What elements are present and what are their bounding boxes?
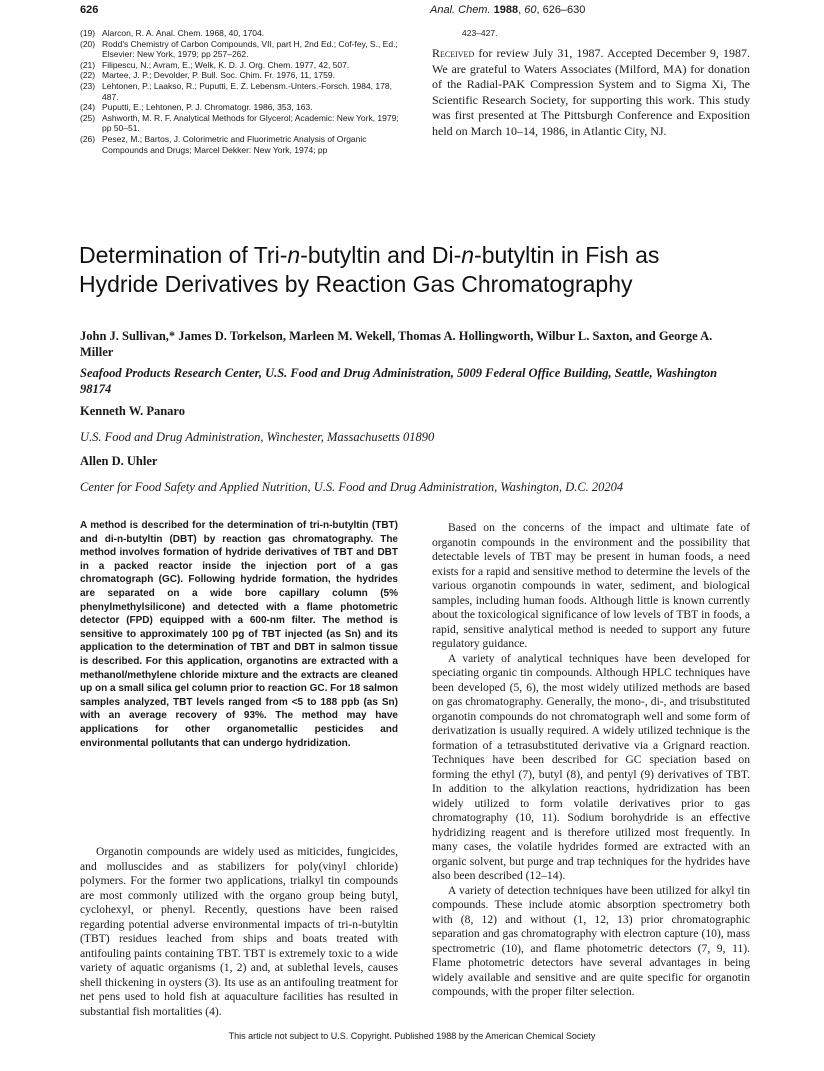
journal-name: Anal. Chem. bbox=[430, 4, 491, 16]
intro-left-column bbox=[80, 845, 398, 1019]
author-group-1 bbox=[80, 328, 740, 397]
title-line1-a: Determination of Tri- bbox=[79, 242, 288, 268]
journal-pages: 626–630 bbox=[542, 4, 586, 16]
title-line2: Hydride Derivatives by Reaction Gas Chromatography bbox=[79, 271, 633, 297]
affiliation-2: U.S. Food and Drug Administration, Winchester, Massachusetts 01890 bbox=[80, 430, 435, 444]
reference-number: (20) bbox=[80, 38, 96, 49]
reference-item bbox=[80, 102, 405, 113]
reference-number: (24) bbox=[80, 102, 96, 113]
reference-number: (25) bbox=[80, 112, 96, 123]
copyright-footer: This article not subject to U.S. Copyright. Published 1988 by the American Chemical Society bbox=[228, 1031, 596, 1041]
right-paragraph-3: A variety of detection techniques have been utilized for alkyl tin compounds. These include atomic absorption spectrometry both with (8, 12) and without (1, 12, 13) prior chromatographic separation and gas chromatography with electron capture (10), mass spectrometric (10), and flame photometric detectors (7, 9, 11). Flame photometric detectors have several advantages in being widely available and sensitive and are quite specific for organotin compounds, with the proper filter selection. bbox=[432, 883, 750, 998]
right-paragraph-2: A variety of analytical techniques have been developed for speciating organic tin compounds. Although HPLC techniques have been developed (5, 6), the most widely utilized methods are based on gas chromatography. Generally, the mono-, di-, and trisubstituted organotin compounds do not chromatograph well and some form of derivatization is usually required. A widely utilized technique is the formation of a tetrasubstituted derivative via a Grignard reaction. Techniques have been described for GC speciation based on forming the ethyl (7), butyl (8), and pentyl (9) derivatives of TBT. In addition to the alkylation reactions, hydridization has been widely utilized to form volatile derivatives prior to gas chromatography (10, 11). Sodium borohydride is an effective hydridizing reagent and is therefore utilized most frequently. In many cases, the volatile hydrides formed are extracted with an organic solvent, but purge and trap techniques for the hydrides have also been described (12–14). bbox=[432, 651, 750, 882]
reference-item bbox=[80, 134, 405, 155]
reference-item bbox=[80, 81, 405, 102]
reference-item bbox=[80, 70, 405, 81]
right-paragraph-1: Based on the concerns of the impact and ultimate fate of organotin compounds in the environment and the possibility that detectable levels of TBT may be present in human foods, a need exists for a rapid and sensitive method to determine the levels of the various organotin compounds in water, sediment, and biological samples, including human foods. Although little is known currently about the toxicological significance of low levels of TBT in foods, a rapid, sensitive analytical method is needed to support any future regulatory guidance. bbox=[432, 521, 750, 650]
journal-year: 1988 bbox=[493, 4, 519, 16]
reference-number: (26) bbox=[80, 133, 96, 144]
affiliation-1: Seafood Products Research Center, U.S. Food and Drug Administration, 5009 Federal Office Building, Seattle, Washington 98174 bbox=[80, 366, 718, 396]
title-italic-n2: n bbox=[461, 242, 475, 268]
abstract: A method is described for the determination of tri-n-butyltin (TBT) and di-n-butyltin (DBT) by reaction gas chromatography. The method involves formation of hydride derivatives of TBT and DBT in a packed reactor inside the injection port of a gas chromatograph (GC). Following hydride formation, the hydrides are separated on a wide bore capillary column (5% phenylmethylsilicone) and detected with a flame photometric detector (FPD) equipped with a 600-nm filter. The method is sensitive to approximately 100 pg of TBT injected (as Sn) and its application to the determination of TBT and DBT in salmon tissue is described. For this application, organotins are extracted with a methanol/methylene chloride mixture and the extracts are cleaned up on a small silica gel column prior to reaction GC. For 18 salmon samples analyzed, TBT levels ranged from <5 to 188 ppb (as Sn) with an average recovery of 93%. The method may have applications for other organometallic pesticides and environmental pollutants that can undergo hydridization. bbox=[80, 520, 398, 749]
reference-text: Puputti, E.; Lehtonen, P. J. Chromatogr. 1986, 353, 163. bbox=[102, 102, 313, 113]
reference-text: Pesez, M.; Bartos, J. Colorimetric and Fluorimetric Analysis of Organic Compounds and Drugs; Marcel Dekker: New York, 1974; pp bbox=[102, 133, 367, 155]
reference-item bbox=[80, 113, 405, 134]
author-group-3 bbox=[80, 454, 740, 495]
reference-text: Filipescu, N.; Avram, E.; Welk, K. D. J. Org. Chem. 1977, 42, 507. bbox=[102, 59, 350, 70]
received-label: Received bbox=[432, 46, 475, 60]
reference-text: Ashworth, M. R. F. Analytical Methods for Glycerol; Academic: New York, 1979; pp 50–51. bbox=[102, 112, 399, 134]
journal-citation: Anal. Chem. 1988, 60, 626–630 bbox=[430, 4, 586, 16]
reference-item bbox=[80, 39, 405, 60]
reference-text: Martee, J. P.; Devolder, P. Bull. Soc. Chim. Fr. 1976, 11, 1759. bbox=[102, 70, 335, 81]
affiliation-3: Center for Food Safety and Applied Nutrition, U.S. Food and Drug Administration, Washington, D.C. 20204 bbox=[80, 480, 624, 494]
page-number: 626 bbox=[80, 4, 99, 16]
title-italic-n1: n bbox=[287, 242, 301, 268]
reference-number: (21) bbox=[80, 59, 96, 70]
article-title bbox=[79, 241, 739, 299]
intro-paragraph: Organotin compounds are widely used as miticides, fungicides, and molluscides and as stabilizers for poly(vinyl chloride) polymers. For the former two applications, trialkyl tin compounds are most commonly utilized with the organo group being butyl, cyclohexyl, or phenyl. Recently, questions have been raised regarding potential adverse environmental impacts of tri-n-butyltin (TBT) residues leached from ships and boats treated with antifouling paints containing TBT. TBT is extremely toxic to a wide variety of aquatic organisms (1, 2) and, at sublethal levels, causes shell thickening in oysters (3). Its use as an antifouling treatment for net pens used to hold fish at aquaculture facilities has resulted in substantial fish mortalities (4). bbox=[80, 845, 398, 1018]
author-names-2: Kenneth W. Panaro bbox=[80, 404, 185, 418]
journal-volume: 60 bbox=[524, 4, 537, 16]
title-line1-b: -butyltin and Di- bbox=[300, 242, 462, 268]
received-note bbox=[432, 46, 750, 139]
author-names-1: John J. Sullivan,* James D. Torkelson, Marleen M. Wekell, Thomas A. Hollingworth, Wilbur L. Saxton, and George A. Miller bbox=[80, 329, 713, 359]
reference-item bbox=[80, 28, 405, 39]
reference-text: Alarcon, R. A. Anal. Chem. 1968, 40, 1704. bbox=[102, 28, 265, 38]
reference-item bbox=[80, 60, 405, 71]
author-group-2 bbox=[80, 404, 740, 445]
author-names-3: Allen D. Uhler bbox=[80, 454, 158, 468]
right-column bbox=[432, 521, 750, 1000]
reference-text: Lehtonen, P.; Laakso, R.; Puputti, E. Z. Lebensm.-Unters.-Forsch. 1984, 178, 487. bbox=[102, 80, 392, 102]
reference-continuation: 423–427. bbox=[462, 28, 498, 38]
reference-number: (22) bbox=[80, 70, 96, 81]
received-text: for review July 31, 1987. Accepted December 9, 1987. We are grateful to Waters Associates (Milford, MA) for donation of the Radial-PAK Compression System and to Sigma Xi, The Scientific Research Society, for supporting this work. This study was first presented at The Pittsburgh Conference and Exposition held on March 10–14, 1986, in Atlantic City, NJ. bbox=[432, 46, 750, 138]
reference-text: Rodd's Chemistry of Carbon Compounds, VII, part H, 2nd Ed.; Cof-fey, S., Ed.; Elsevier: New York, 1979; pp 257–262. bbox=[102, 38, 398, 60]
title-line1-c: -butyltin in Fish as bbox=[474, 242, 660, 268]
reference-list bbox=[80, 28, 405, 155]
reference-number: (23) bbox=[80, 80, 96, 91]
reference-number: (19) bbox=[80, 28, 96, 38]
